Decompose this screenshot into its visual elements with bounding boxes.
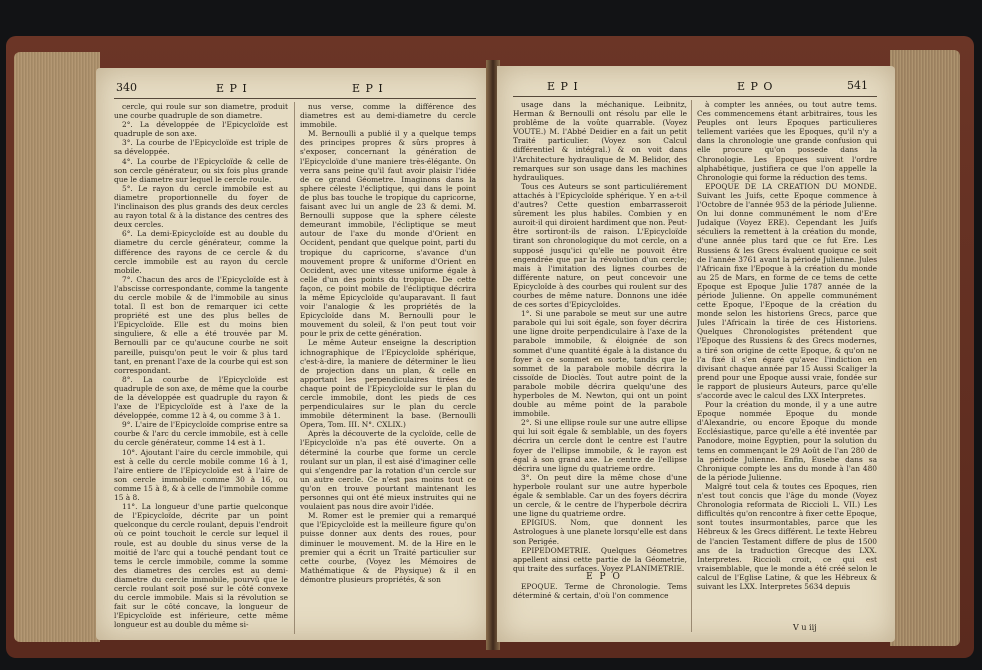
signature-mark: V u iij [793,623,817,632]
text-column-1 [513,100,687,634]
column-rule [294,102,295,634]
paragraph: 5°. Le rayon du cercle immobile est au diametre proportionnelle du foyer de l'inclinaison des plus grands des deux cercles au rayon total & à la distance des centres des deux cercles. [114,183,288,230]
page-number: 541 [847,79,868,92]
running-head-left: E P I [216,82,248,95]
paragraph: 2°. La développée de l'Epicycloïde est quadruple de son axe. [114,120,288,139]
page-edges-right [890,50,960,646]
header-rule [114,98,476,99]
text-column-2 [300,102,476,636]
header-rule [513,96,877,97]
running-head-right: E P O [737,80,774,93]
paragraph: 7°. Chacun des arcs de l'Epicycloïde est à l'abscisse correspondante, comme la tangente du cercle mobile & de l'immobile au sinus total. Il est bon de remarquer ici cette propriété est une des plus belles de l'Epicycloïde. Elle est du moins bien singuliere, & elle a été trouvée par M. Bernoulli par ce qu'aucune courbe ne soit pareille, puisqu'on peut le voir & plus tard tant, en prenant l'axe de la courbe qui est son correspondant. [114,274,288,375]
paragraph: Malgré tout cela & toutes ces Epoques, rien n'est tout concis que l'âge du monde (Voyez Chronologia reformata de Riccioli L. VII.) Les difficultés qu'on rencontre à fixer cette Epoque, sont toutes insurmontables, parce que les Hébreux & les Grecs différent. Le texte Hebreu de l'ancien Testament differe de plus de 1500 ans de la traduction Grecque des LXX. Interpretes. Riccioli croit, ce qui est vraisemblable, que le monde a été créé selon le calcul de l'Eglise Latine, & que les Hébreux & suivant les LXX. Interpretes 5634 depuis [697,481,877,591]
paragraph: 6°. La demi-Epicycloïde est au double du diametre du cercle générateur, comme la différence des rayons de ce cercle & du cercle immobile est au rayon du cercle mobile. [114,229,288,275]
paragraph: M. Bernoulli a publié il y a quelque temps des principes propres & sûrs propres à s'exposer, concernant la génération de l'Epicycloïde d'une maniere très-élégante. On verra sans peine qu'il faut avoir plaisir l'idée de ce grand Géometre. Imaginons dans la sphere céleste l'écliptique, qui dans le point de plus bas touche le tropique du capricorne, faisant avec lui un angle de 23 & demi. M. Bernoulli suppose que la sphere céleste demeurant immobile, l'écliptique se meut autour de l'axe du monde d'Orient en Occident, pendant que quelque point, parti du tropique du capricorne, s'avance d'un mouvement propre & uniforme d'Orient en Occident, avec une vitesse uniforme égale à celle d'un des points du tropique. De cette façon, ce point mobile de l'écliptique décrira la même Epicycloïde qu'auparavant. Il faut voir l'analogie & les propriétés de la Epicycloïde dans M. Bernoulli pour le mouvement du soleil, & l'on peut tout voir pour le prix de cette génération. [300,129,476,339]
paragraph: EPOQUE DE LA CREATION DU MONDE. Suivant les Juifs, cette Epoque commence à l'Octobre de l'année 953 de la période Julienne. On lui donne communément le nom d'Ere Judaïque (Voyez ERE). Cependant les Juifs séculiers la remettent à la création du monde, d'une année plus tard que ce fut Ere. Les Russiens & les Grecs évaluent quoique ce soit de l'année 3761 avant la période Julienne. Jules l'Africain fixe l'Epoque à la création du monde au 25 de Mars, en forme de ce tems de cette Epoque est Epoque Julie 1787 année de la période Julienne. On appelle communément cette Epoque, l'Epoque de la création du monde selon les historiens Grecs, parce que Jules l'Africain la tirée de ces Historiens. Quelques Chronologistes prétendent que l'Epoque des Russiens & des Grecs modernes, a tiré son origine de cette Epoque, & qu'on ne l'a fixé il s'en égaré qu'avec l'indiction en divisant chaque année par 15 Aussi Scaliger la prend pour une Epoque aussi vraie, fondée sur le rapport de plusieurs Auteurs, parce qu'elle s'accorde avec le calcul des LXX Interpretes. [697,181,877,400]
paragraph: nus verse, comme la différence des diametres est au demi-diametre du cercle immobile. [300,102,476,130]
paragraph: 1°. Si une parabole se meut sur une autre parabole qui lui soit égale, son foyer décrira une ligne droite perpendiculaire à l'axe de la parabole immobile, & éloignée de son sommet d'une quantité égale à la distance du foyer à ce sommet en sorte, tandis que le sommet de la parabole mobile décrira la cissoïde de Dioclès. Tout autre point de la parabole mobile décrira quelqu'une des hyperboles de M. Newton, qui ont un point double au même point de la parabole immobile. [513,309,687,419]
page-edges-left [14,52,100,642]
paragraph: cercle, qui roule sur son diametre, produit une courbe quadruple de son diametre. [114,102,288,121]
paragraph: Après la découverte de la cycloïde, celle de l'Epicycloïde n'a pas été ouverte. On a déterminé la courbe que forme un cercle roulant sur un plan, il est aisé d'imaginer celle qui s'engendre par la rotation d'un cercle sur un autre cercle. Ce n'est pas moins tout ce qu'on en trouve pourtant maintenant les personnes qui ont été mieux instruites qui ne voulaient pas nous dire avoir l'idée. [300,429,476,512]
paragraph: Tous ces Auteurs se sont particuliérement attachés à l'Epicycloïde sphérique. Y en a-t-il d'autres? Cette question embarrasseroit sûrement les plus habiles. Combien y en auroit-il qui diroient hardiment que non. Peut-être sortiront-ils de raison. L'Epicycloïde tirant son chronologique du mot cercle, on a supposé jusqu'ici qu'elle ne pouvoit être engendrée que par la révolution d'un cercle; mais à l'imitation des lignes courbes de différente nature, on peut concevoir une Epicycloïde à des courbes qui roulent sur des courbes de même nature. Donnons une idée de ces sortes d'Epicycloïdes. [513,181,687,310]
paragraph: 2°. Si une ellipse roule sur une autre ellipse qui lui soit égale & semblable, un des foyers décrira un cercle dont le centre est l'autre foyer de l'ellipse immobile, & le rayon est égal à son grand axe. Le centre de l'ellipse décrira une ligne du quatrieme ordre. [513,418,687,473]
text-column-1 [114,102,288,636]
left-page [96,68,490,640]
text-column-2 [697,100,877,620]
paragraph: 11°. La longueur d'une partie quelconque de l'Epicycloïde, décrite par un point quelconque du cercle roulant, depuis l'endroit où ce point touchoit le cercle sur lequel il roule, est au double du sinus verse de la moitié de l'arc qui a touché pendant tout ce tems le cercle immobile, comme la somme des diametres des cercles est au demi-diametre du cercle immobile, pourvû que le cercle roulant soit posé sur le côté convexe du cercle immobile. Mais si la révolution se fait sur le côté concave, la longueur de l'Epicycloïde est inférieure, cette même longueur est au double du même si- [114,502,288,630]
column-rule [691,100,692,632]
paragraph: EPIPEDOMETRIE. Quelques Géometres appellent ainsi cette partie de la Géometrie, qui traite des surfaces. Voyez PLANIMETRIE. [513,545,687,573]
paragraph: M. Romer est le premier qui a remarqué que l'Epicycloïde est la meilleure figure qu'on puisse donner aux dents des roues, pour diminuer le mouvement. M. de la Hire en le premier qui a écrit un Traité particulier sur cette courbe, (Voyez les Mémoires de Mathématique & de Physique) & il en démontre plusieurs propriétés, & son [300,511,476,584]
running-head-right: E P I [352,82,384,95]
paragraph: 8°. La courbe de l'Epicycloïde est quadruple de son axe, de même que la courbe de la développée est quadruple du rayon & l'axe de l'Epicycloïde est à l'axe de la développée, comme 12 à 4, ou comme 3 à 1. [114,374,288,421]
paragraph: Le même Auteur enseigne la description ichnographique de l'Epicycloïde sphérique, c'est-à-dire, la maniere de déterminer le lieu de projection dans un plan, & celle en apportant les perpendiculaires tirées de chaque point de l'Epicycloïde sur le plan du cercle immobile, dont les pieds de ces perpendiculaires sur le plan du cercle immobile déterminent la base. (Bernoulli Opera, Tom. III. N°. CXLIX.) [300,338,476,430]
paragraph: 3°. On peut dire la même chose d'une hyperbole roulant sur une autre hyperbole égale & semblable. Car un des foyers décrira un cercle, & le centre de l'hyperbole décrira une ligne du quatrieme ordre. [513,472,687,519]
paragraph: 4°. La courbe de l'Epicycloïde & celle de son cercle générateur, ou six fois plus grande que le diametre sur lequel le cercle roule. [114,156,288,184]
entry-epoque: EPOQUE. Terme de Chronologie. Tems déterminé & certain, d'où l'on commence [513,581,687,601]
page-number: 340 [116,81,137,94]
section-title: E P O [586,571,622,582]
paragraph: EPIGIUS. Nom, que donnent les Astrologues à une planete lorsqu'elle est dans son Perigée. [513,518,687,546]
paragraph: usage dans la méchanique. Leibnitz, Herman & Bernoulli ont résolu par elle le problême de la voûte quarrable. (Voyez VOUTE.) M. l'Abbé Deidier en a fait un petit Traité particulier. (Voyez son Calcul différentiel & intégral.) & on voit dans l'Architecture hydraulique de M. Belidor, des remarques sur son usage dans les machines hydrauliques. [513,100,687,182]
right-page [497,66,895,642]
paragraph: 9°. L'aire de l'Epicycloïde comprise entre sa courbe & l'arc du cercle immobile, est à celle du cercle générateur, comme 14 est à 1. [114,420,288,448]
paragraph: Pour la création du monde, il y a une autre Epoque nommée Epoque du monde d'Alexandrie, ou encore Epoque du monde Ecclésiastique, parce qu'elle a été inventée par Panodore, moine Egyptien, pour la solution du tems en commençant le 29 Août de l'an 280 de la période Julienne. Enfin, Eusebe dans sa Chronique compte les ans du monde à l'an 480 de la période Julienne. [697,400,877,482]
paragraph: à compter les années, ou tout autre tems. Ces commencemens étant arbitraires, tous les Peuples ont leurs Epoques particulieres tellement variées que les Epoques, qu'il n'y a dans la chronologie une grande confusion qui elle procure qu'on possede dans la Chronologie. Les Epoques suivent l'ordre alphabétique, justifiera ce que l'on appelle la Chronologie qui forme la réduction des tems. [697,100,877,182]
running-head-left: E P I [547,80,579,93]
paragraph: 3°. La courbe de l'Epicycloïde est triple de sa développée. [114,138,288,157]
paragraph: 10°. Ajoutant l'aire du cercle immobile, qui est à celle du cercle mobile comme 16 à 1, l'aire entiere de l'Epicycloïde est à l'aire de son cercle immobile comme 30 à 16, ou comme 15 à 8, & à celle de l'immobile comme 15 à 8. [114,447,288,503]
